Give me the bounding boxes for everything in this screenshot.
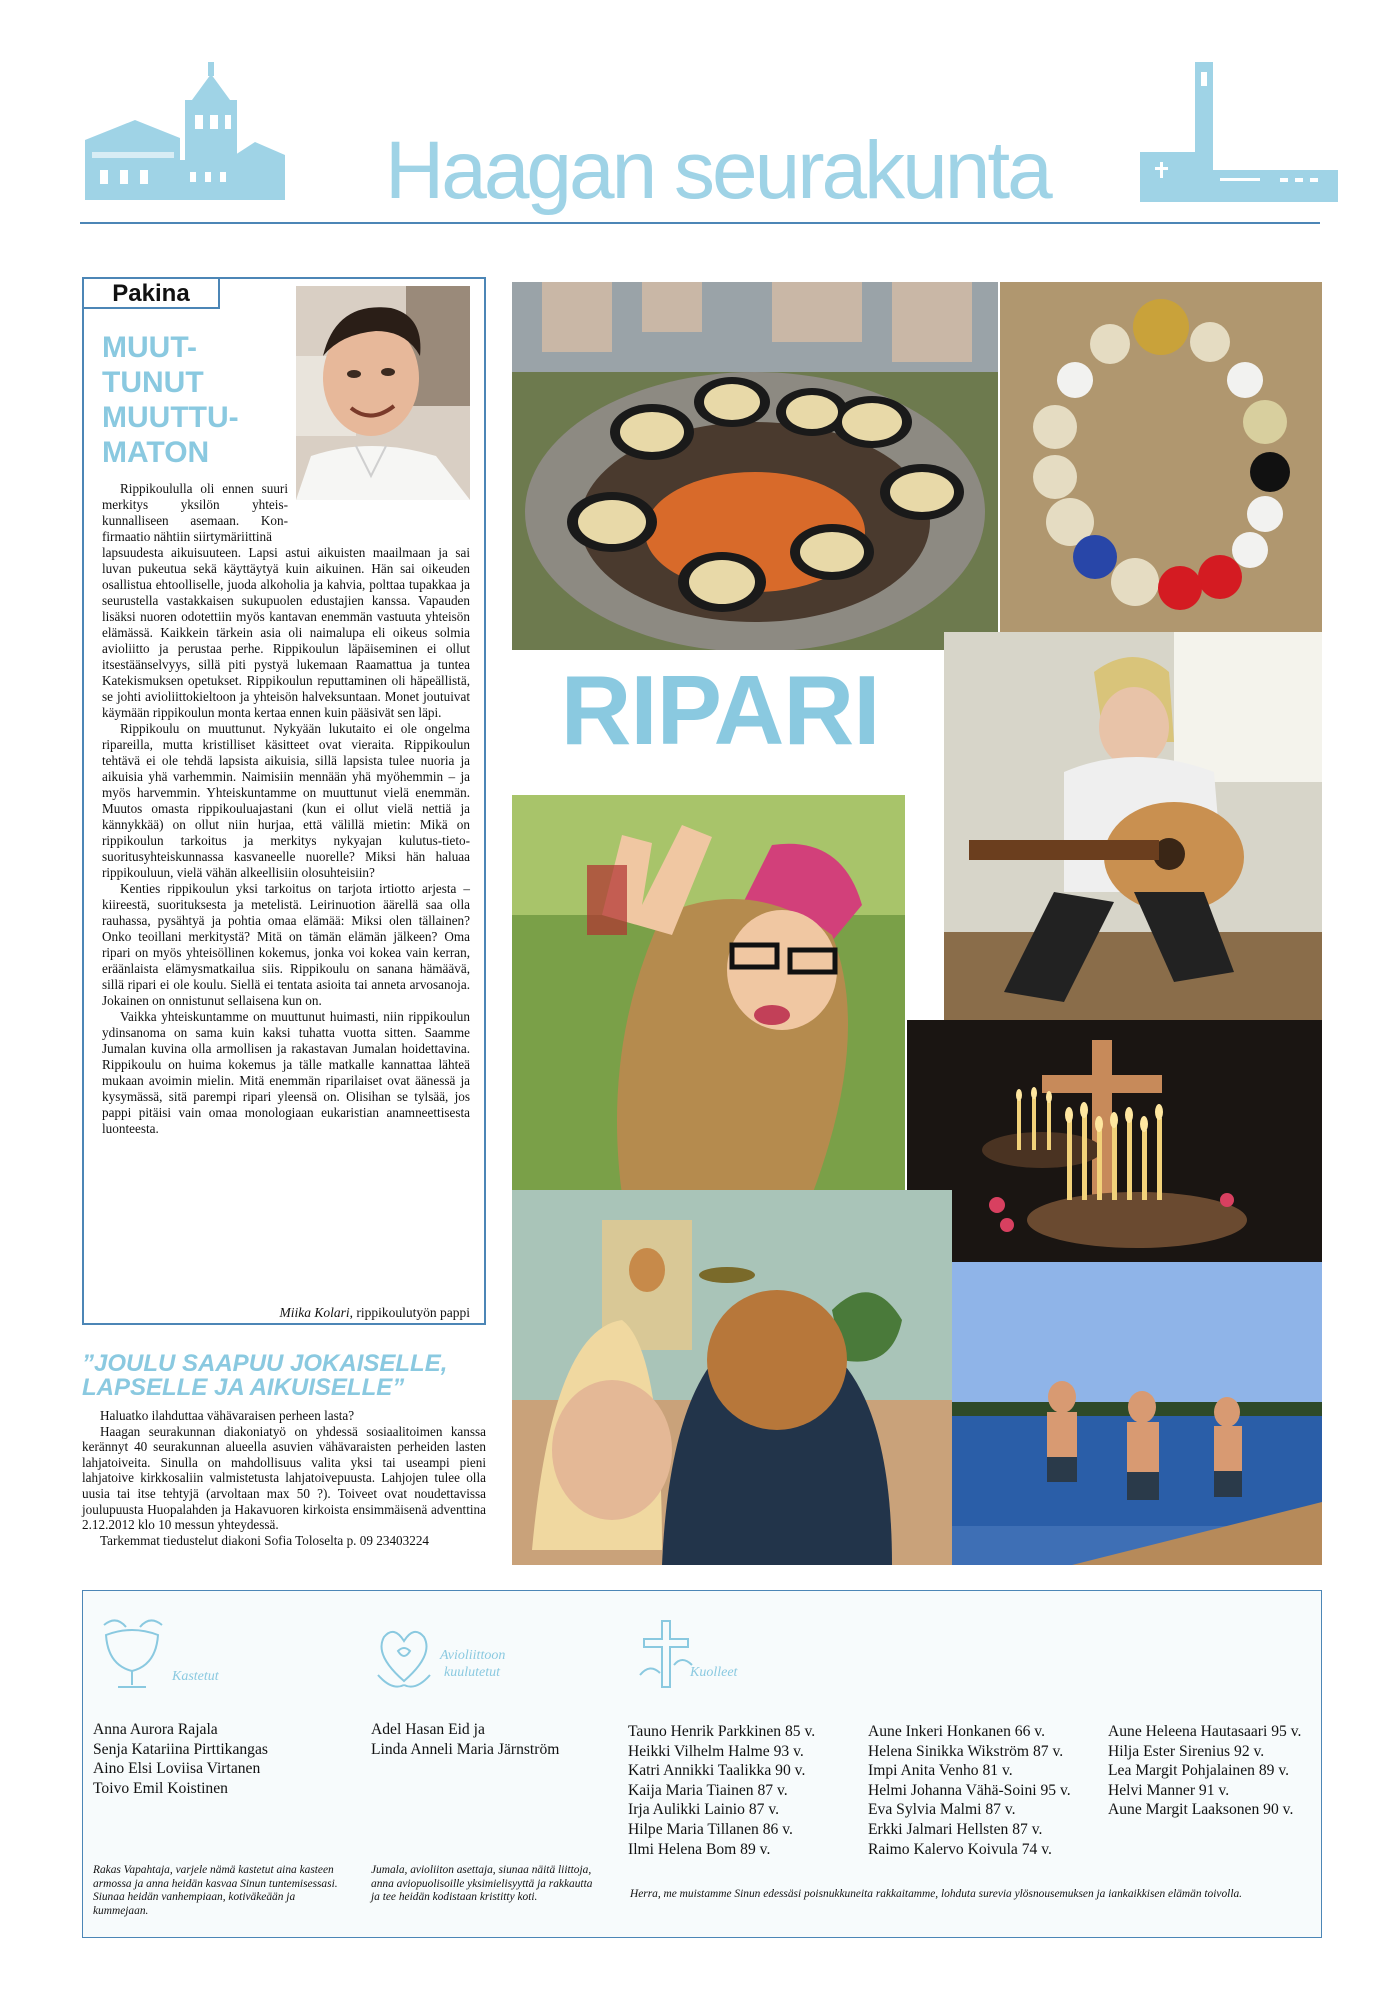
deceased-name: Raimo Kalervo Koivula 74 v. (868, 1840, 1052, 1858)
joulu-line: Haagan seurakunnan diakoniatyö on yhdessä sosiaalitoimen kanssa kerännyt 40 seurakunnan alueella asuvien vähävaraisten perheiden lasten lahjatoiveita. Sinulla on mahdollisuus valita yksi tai useampi pieni lahjatoive kirkkosaliin valmistetusta lahjatoivepuusta. Lahjojen tulee olla uusia tai itse tehtyjä (arvoltaan max 50 ?). Toiveet ovat noudettavissa joulupuusta Huopalahden ja Hakavuoren kirkoista ensimmäisenä adventtina 2.12.2012 klo 10 messun yhteydessä. (82, 1423, 486, 1533)
banns-name: Linda Anneli Maria Järnström (371, 1740, 560, 1758)
wedding-heart-icon (368, 1615, 440, 1695)
pakina-signature (102, 1305, 470, 1321)
headline-line: MUUTTU- (102, 401, 239, 434)
joulu-body (82, 1408, 486, 1548)
deceased-name: Eva Sylvia Malmi 87 v. (868, 1801, 1016, 1819)
pakina-intro (102, 481, 288, 545)
deceased-name: Hilja Ester Sirenius 92 v. (1108, 1742, 1265, 1760)
pakina-body (102, 545, 470, 1137)
pakina-paragraph: Vaikka yhteiskuntamme on muuttunut huimasti, niin rippikoulun ydinsanoma on sama kuin kaksi tuhatta vuotta sitten. Saamme Jumalan kuvina olla armollisen ja rakastavan Jumalan hoidettavina. Rippikoulu on huima kokemus ja tälle matkalle kannattaa lähteä mukaan avoimin mielin. Mitä enemmän riparilaiset ovat äänessä ja kysymässä, sitä parempi ripari yleensä on. Olisihan se tylsää, jos pappi pitäisi vain omaa monologiaan eukaristian anamneettisesta luonteesta. (102, 1009, 470, 1136)
baptized-name: Anna Aurora Rajala (93, 1721, 218, 1738)
deceased-name: Erkki Jalmari Hellsten 87 v. (868, 1820, 1043, 1838)
baptized-names (93, 1720, 268, 1798)
photo-campfire-pancakes (512, 282, 998, 650)
deceased-names-col1 (628, 1722, 815, 1859)
banns-name: Adel Hasan Eid ja (371, 1721, 485, 1738)
baptized-prayer: Rakas Vapahtaja, varjele nämä kastetut aina kasteen armossa ja anna heidän kasvaa Sinun tuntemisessasi. Siunaa heidän vanhempiaan, kotiväkeään ja kummejaan. (93, 1864, 338, 1917)
deceased-name: Heikki Vilhelm Halme 93 v. (628, 1742, 804, 1760)
banns-names (371, 1720, 559, 1759)
deceased-name: Impi Anita Venho 81 v. (868, 1762, 1013, 1780)
deceased-name: Helena Sinikka Wikström 87 v. (868, 1742, 1064, 1760)
baptized-heading: Kastetut (172, 1669, 219, 1684)
joulu-line: Haluatko ilahduttaa vähävaraisen perheen lasta? (100, 1408, 355, 1423)
deceased-name: Irja Aulikki Lainio 87 v. (628, 1801, 780, 1819)
baptism-cup-icon (96, 1615, 168, 1695)
cross-icon (630, 1615, 702, 1695)
photo-candles-cross (907, 1020, 1322, 1265)
pakina-tag: Pakina (84, 279, 220, 309)
deceased-name: Katri Annikki Taalikka 90 v. (628, 1762, 806, 1780)
deceased-name: Helvi Manner 91 v. (1108, 1781, 1230, 1799)
photo-jump-into-lake (952, 1262, 1322, 1565)
pakina-intro-text: Rippikoululla oli ennen suuri merkitys yksilön yhteiskunnalliseen asemaan. Konfirmaatio nähtiin siirtymäriittinä (102, 481, 288, 544)
joulu-line: Tarkemmat tiedustelut diakoni Sofia Toloselta p. 09 23403224 (100, 1532, 430, 1548)
author-name: Miika Kolari (279, 1305, 350, 1320)
photo-guitar-player (944, 632, 1322, 1024)
deceased-prayer: Herra, me muistamme Sinun edessäsi poisnukkuneita rakkaitamme, lohduta surevia ylösnousemuksen ja iankaikkisen elämän toivolla. (630, 1888, 1243, 1900)
masthead-title: Haagan seurakunta (385, 125, 1050, 216)
joulu-headline: ”JOULU SAAPUU JOKAISELLE, LAPSELLE JA AIKUISELLE” (82, 1350, 448, 1401)
pakina-paragraph: Rippikoulu on muuttunut. Nykyään lukutaito ei ole ongelma ripareilla, mutta kristilliset käsitteet ovat vieraita. Rippikoulun tehtävä ei ole tehdä lapsista aikuisia, sillä lapsista tulee nuoria ja aikuisia yhä varhemmin. Naimisiin mennään yhä myöhemmin – ja myös harvemmin. Yhteiskuntamme on muuttunut vielä enemmän. Muutos omasta rippikouluajastani (kun ei ollut vielä nettiä ja kännykkää) on ollut niin hurjaa, että välillä mietin: Mikä on rippikoulun tarkoitus ja merkitys nykyajan kulutus-tieto-suoritusyhteiskunnassa kasvaneelle nuorelle? Miksi hän haluaa rippikouluun, vielä vähän alkeellisiin olosuhteisiin? (102, 721, 470, 880)
header-rule (80, 222, 1320, 224)
pakina-paragraph: lapsuudesta aikuisuuteen. Lapsi astui aikuisten maailmaan ja sai luvan pukeutua sekä käyttäytyä kuin aikuinen. Hän sai oikeuden osallistua ehtoolliselle, juoda alkoholia ja kahvia, polttaa tupakkaa ja seurustella vastakkaisen sukupuolen edustajien kanssa. Vapauden lisäksi nuoren odotettiin myös kantavan enemmän vastuuta yhteisön elämässä. Kaikkein tärkein asia oli naimalupa eli oikeus solmia avioliitto ja perustaa perhe. Rippikoulun läpäiseminen ei ollut itsestäänselvyys, sillä piti pystyä lukemaan Raamattua ja tuntea Katekismuksen opetukset. Rippikoulun reputtaminen oli häpeällistä, se johti avioliittokieltoon ja yhteisön halveksuntaan. Monet joutuivat käymään rippikoulun monta kertaa ennen kuin pääsivät sen läpi. (102, 545, 470, 720)
church-illustration-left (80, 60, 285, 210)
deceased-name: Lea Margit Pohjalainen 89 v. (1108, 1762, 1290, 1780)
baptized-name: Senja Katariina Pirttikangas (93, 1740, 268, 1758)
deceased-heading: Kuolleet (690, 1665, 738, 1680)
church-illustration-right (1140, 62, 1340, 212)
photo-chapel-congregation (512, 1190, 952, 1565)
deceased-name: Aune Margit Laaksonen 90 v. (1108, 1801, 1294, 1819)
pakina-headline (102, 330, 292, 470)
banns-heading (440, 1647, 505, 1681)
headline-line: TUNUT (102, 366, 204, 399)
deceased-names-col3 (1108, 1722, 1301, 1820)
author-portrait (296, 286, 470, 500)
headline-line: MUUT- (102, 331, 197, 364)
deceased-names-col2 (868, 1722, 1071, 1859)
deceased-name: Aune Inkeri Honkanen 66 v. (868, 1723, 1045, 1740)
author-role: , rippikoulutyön pappi (349, 1305, 470, 1320)
ripari-title: RIPARI (560, 655, 880, 765)
deceased-name: Helmi Johanna Vähä-Soini 95 v. (868, 1781, 1071, 1799)
pakina-paragraph: Kenties rippikoulun yksi tarkoitus on tarjota irtiotto arjesta – kiireestä, suorituksesta ja metelistä. Leirinuotion äärellä saa olla rauhassa, pysähtyä ja pohtia omaa elämää: Miksi olen tällainen? Onko teoillani merkitystä? Mitä on tämän elämän jälkeen? Oma ripari on myös yhteisöllinen kokemus, jonka voi kokea vain kerran, eräänlaista elämysmatkailua siis. Rippikoulu on sanana hämäävä, sillä ripari ei ole koulu. Siellä ei tentata asioita tai anneta arvosanoja. Jokainen on onnistunut sellaisena kun on. (102, 881, 470, 1008)
banns-prayer: Jumala, avioliiton asettaja, siunaa näitä liittoja, anna aviopuolisoille yksimielisyyttä ja rakkautta ja tee heidän kodistaan kristitty koti. (371, 1864, 593, 1903)
baptized-name: Aino Elsi Loviisa Virtanen (93, 1760, 261, 1778)
photo-girl-peace-sign (512, 795, 905, 1195)
deceased-name: Tauno Henrik Parkkinen 85 v. (628, 1723, 816, 1740)
banns-heading-line: Avioliittoon (440, 1648, 506, 1663)
banns-heading-line: kuulutetut (444, 1665, 500, 1680)
deceased-name: Hilpe Maria Tillanen 86 v. (628, 1820, 793, 1838)
deceased-name: Aune Heleena Hautasaari 95 v. (1108, 1723, 1302, 1740)
photo-prayer-beads (1000, 282, 1322, 650)
deceased-name: Kaija Maria Tiainen 87 v. (628, 1781, 788, 1799)
deceased-name: Ilmi Helena Bom 89 v. (628, 1840, 771, 1858)
baptized-name: Toivo Emil Koistinen (93, 1779, 228, 1797)
headline-line: MATON (102, 436, 210, 469)
